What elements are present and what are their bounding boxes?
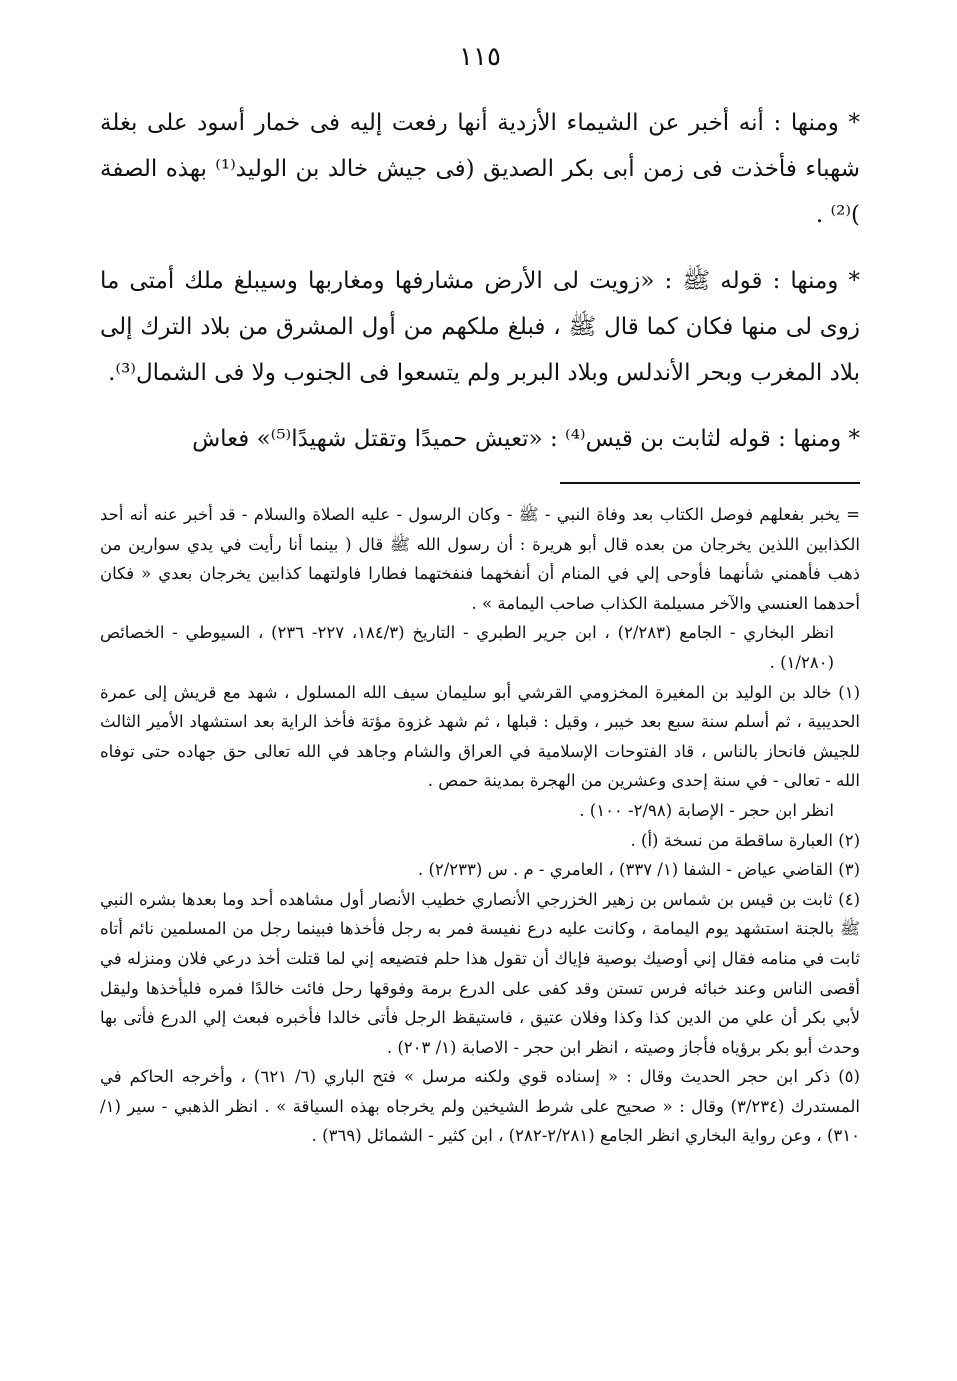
footnote-divider [560, 482, 860, 484]
main-text [100, 100, 860, 462]
book-page [100, 40, 860, 1370]
main-paragraph: * ومنها : أنه أخبر عن الشيماء الأزدية أنها رفعت إليه فى خمار أسود على بغلة شهباء فأخذت فى زمن أبى بكر الصديق (فى جيش خالد بن الوليد⁽¹⁾ بهذه الصفة )⁽²⁾ . [100, 110, 860, 228]
footnote: (٣) القاضي عياض - الشفا (١/ ٣٣٧) ، العامري - م . س (٢/٢٣٣) . [417, 860, 860, 880]
footnote-continuation: = يخبر بفعلهم فوصل الكتاب بعد وفاة النبي - ﷺ - وكان الرسول - عليه الصلاة والسلام - قد أخبر عنه أنه أحد الكذابين اللذين يخرجان من بعده قال أبو هريرة : أن رسول الله ﷺ قال ( بينما أنا رأيت في يدي سوارين من ذهب فأهمني شأنهما فأوحى إلي في المنام أن أنفخهما فنفختهما فطارا فاولتهما كذابين يخرجان بعدي « فكان أحدهما العنسي والآخر مسيلمة الكذاب صاحب اليمامة » . [100, 505, 860, 613]
footnote-reference: انظر ابن حجر - الإصابة (٢/٩٨- ١٠٠) . [579, 800, 834, 820]
footnotes [100, 500, 860, 1151]
footnote: (٥) ذكر ابن حجر الحديث وقال : « إسناده قوي ولكنه مرسل » فتح الباري (٦/ ٦٢١) ، وأخرجه الحاكم في المستدرك (٣/٢٣٤) وقال : « صحيح على شرط الشيخين ولم يخرجاه بهذه السياقة » . انظر الذهبي - سير (١/ ٣١٠) ، وعن رواية البخاري انظر الجامع (٢/٢٨١-٢٨٢) ، ابن كثير - الشمائل (٣٦٩) . [100, 1067, 860, 1146]
main-paragraph: * ومنها : قوله لثابت بن قيس⁽⁴⁾ : «تعيش حميدًا وتقتل شهيدًا⁽⁵⁾» فعاش [192, 426, 860, 452]
footnote: (٤) ثابت بن قيس بن شماس بن زهير الخزرجي الأنصاري خطيب الأنصار أول مشاهده أحد وما بعدها بشره النبي ﷺ بالجنة استشهد يوم اليمامة ، وكانت عليه درع نفيسة فمر به رجل فأخذها فبينما رجل من المسلمين نائم أتاه ثابت في منامه فقال إني أوصيك بوصية فإياك أن تقول هذا حلم فتضيعه إني لما قتلت أخذ درعي فلان ومنزله في أقصى الناس وعند خبائه فرس تستن وقد كفى على الدرع برمة وفوقها رحل فائت خالدًا فمره فليأخذها وليقل لأبي بكر أن علي من الدين كذا وكذا وفلان عتيق ، فاستيقظ الرجل فأتى خالدا فأخبره فبعث إلي الدرع فأتى بها وحدث أبو بكر برؤياه فأجاز وصيته ، انظر ابن حجر - الاصابة (١/ ٢٠٣) . [100, 889, 860, 1057]
footnote: (٢) العبارة ساقطة من نسخة (أ) . [630, 830, 860, 850]
main-paragraph: * ومنها : قوله ﷺ : «زويت لى الأرض مشارفها ومغاربها وسيبلغ ملك أمتى ما زوى لى منها فكان كما قال ﷺ ، فبلغ ملكهم من أول المشرق من بلاد الترك إلى بلاد المغرب وبحر الأندلس وبلاد البربر ولم يتسعوا فى الجنوب ولا فى الشمال⁽³⁾. [100, 268, 860, 386]
footnote-reference: انظر البخاري - الجامع (٢/٢٨٣) ، ابن جرير الطبري - التاريخ (١٨٤/٣، ٢٢٧- ٢٣٦) ، السيوطي - الخصائص (١/٢٨٠) . [100, 623, 834, 672]
page-number: ١١٥ [459, 42, 501, 72]
footnote: (١) خالد بن الوليد بن المغيرة المخزومي القرشي أبو سليمان سيف الله المسلول ، شهد مع قريش إلى عمرة الحديبية ، ثم أسلم سنة سبع بعد خيبر ، وقيل : قبلها ، ثم شهد غزوة مؤتة فأخذ الراية بعد استشهاد الأمير الثالث للجيش فانحاز بالناس ، قاد الفتوحات الإسلامية في العراق والشام وجاهد في الله تعالى حق جهاده حتى توفاه الله - تعالى - في سنة إحدى وعشرين من الهجرة بمدينة حمص . [100, 682, 860, 791]
